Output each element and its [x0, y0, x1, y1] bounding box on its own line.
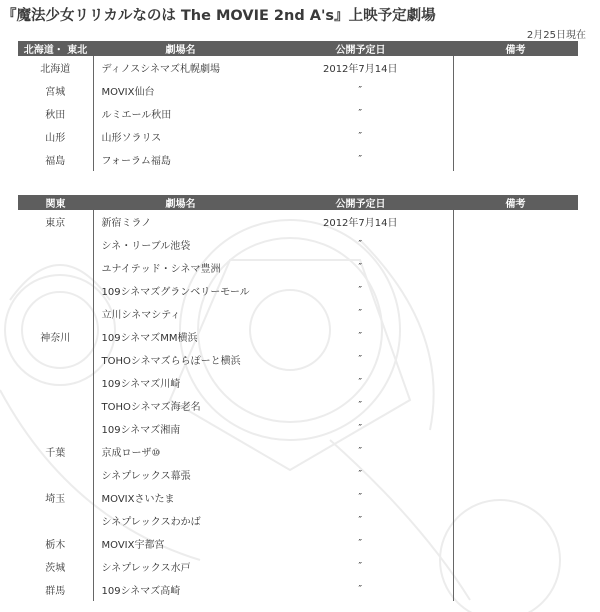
- release-date-cell: ″: [358, 561, 363, 572]
- table-row: [18, 233, 578, 256]
- release-date-cell: ″: [358, 239, 363, 250]
- region-cell: [18, 394, 93, 417]
- release-date-cell: ″: [358, 515, 363, 526]
- as-of-date: 2月25日現在: [526, 30, 586, 41]
- release-date-cell: ″: [358, 108, 363, 119]
- region-cell: 茨城: [45, 563, 66, 574]
- region-cell: [18, 233, 93, 256]
- note-cell: [453, 233, 578, 256]
- theater-cell: MOVIXさいたま: [93, 486, 268, 509]
- theater-cell: ユナイテッド・シネマ豊洲: [93, 256, 268, 279]
- release-date-cell: ″: [358, 423, 363, 434]
- note-cell: [453, 417, 578, 440]
- table-row: [18, 279, 578, 302]
- table-header-row: [18, 41, 578, 56]
- release-date-cell: ″: [358, 538, 363, 549]
- region-cell: 埼玉: [45, 494, 66, 505]
- region-cell: 福島: [45, 156, 66, 167]
- note-cell: [453, 256, 578, 279]
- theater-cell: ルミエール秋田: [93, 102, 268, 125]
- theater-cell: 京成ローザ⑩: [93, 440, 268, 463]
- note-cell: [453, 532, 578, 555]
- theater-cell: 109シネマズ湘南: [93, 417, 268, 440]
- table-row: [18, 532, 578, 555]
- release-date-cell: ″: [358, 154, 363, 165]
- region-cell: 秋田: [45, 110, 66, 121]
- date-header: 公開予定日: [268, 41, 453, 56]
- note-cell: [453, 210, 578, 233]
- note-cell: [453, 125, 578, 148]
- release-date-cell: ″: [358, 354, 363, 365]
- note-cell: [453, 371, 578, 394]
- region-cell: [18, 256, 93, 279]
- release-date-cell: ″: [358, 331, 363, 342]
- theater-cell: MOVIX宇都宮: [93, 532, 268, 555]
- note-cell: [453, 394, 578, 417]
- table-row: [18, 578, 578, 601]
- theater-cell: 109シネマズ高崎: [93, 578, 268, 601]
- note-cell: [453, 302, 578, 325]
- theater-cell: TOHOシネマズららぽーと横浜: [93, 348, 268, 371]
- table-row: [18, 302, 578, 325]
- table-body: [18, 210, 578, 601]
- theater-table-kanto: [18, 195, 578, 601]
- note-cell: [453, 486, 578, 509]
- region-cell: [18, 509, 93, 532]
- table-row: [18, 148, 578, 171]
- table-row: [18, 440, 578, 463]
- table-row: [18, 325, 578, 348]
- region-cell: 栃木: [45, 540, 66, 551]
- table-body: [18, 56, 578, 171]
- note-cell: [453, 148, 578, 171]
- note-header: 備考: [453, 41, 578, 56]
- table-header-row: [18, 195, 578, 210]
- table-row: [18, 210, 578, 233]
- release-date-cell: ″: [358, 377, 363, 388]
- table-row: [18, 463, 578, 486]
- note-cell: [453, 325, 578, 348]
- table-row: [18, 394, 578, 417]
- table-row: [18, 79, 578, 102]
- theater-cell: 新宿ミラノ: [93, 210, 268, 233]
- region-cell: 千葉: [45, 448, 66, 459]
- theater-cell: 山形ソラリス: [93, 125, 268, 148]
- theater-header: 劇場名: [93, 41, 268, 56]
- table-row: [18, 256, 578, 279]
- theater-cell: ディノスシネマズ札幌劇場: [93, 56, 268, 79]
- note-cell: [453, 440, 578, 463]
- date-header: 公開予定日: [268, 195, 453, 210]
- table-row: [18, 102, 578, 125]
- release-date-cell: ″: [358, 85, 363, 96]
- table-row: [18, 348, 578, 371]
- note-cell: [453, 509, 578, 532]
- release-date-cell: ″: [358, 308, 363, 319]
- table-row: [18, 371, 578, 394]
- region-header: 北海道・ 東北: [18, 41, 93, 56]
- region-cell: [18, 417, 93, 440]
- table-row: [18, 555, 578, 578]
- note-cell: [453, 555, 578, 578]
- release-date-cell: ″: [358, 446, 363, 457]
- theater-cell: MOVIX仙台: [93, 79, 268, 102]
- theater-table-hokkaido-tohoku: [18, 41, 578, 171]
- note-cell: [453, 279, 578, 302]
- theater-cell: 109シネマズ川崎: [93, 371, 268, 394]
- page-title: 『魔法少女リリカルなのは The MOVIE 2nd A's』上映予定劇場: [2, 8, 436, 24]
- table-row: [18, 486, 578, 509]
- region-cell: 神奈川: [40, 333, 71, 344]
- region-cell: 北海道: [40, 64, 71, 75]
- theater-cell: シネプレックス水戸: [93, 555, 268, 578]
- theater-cell: フォーラム福島: [93, 148, 268, 171]
- region-cell: 宮城: [45, 87, 66, 98]
- table-row: [18, 509, 578, 532]
- release-date-cell: ″: [358, 262, 363, 273]
- theater-cell: TOHOシネマズ海老名: [93, 394, 268, 417]
- theater-header: 劇場名: [93, 195, 268, 210]
- note-cell: [453, 56, 578, 79]
- region-cell: 山形: [45, 133, 66, 144]
- region-cell: [18, 371, 93, 394]
- table-row: [18, 56, 578, 79]
- note-cell: [453, 79, 578, 102]
- release-date-cell: ″: [358, 584, 363, 595]
- note-cell: [453, 102, 578, 125]
- region-cell: [18, 302, 93, 325]
- release-date-cell: ″: [358, 285, 363, 296]
- note-cell: [453, 578, 578, 601]
- release-date-cell: ″: [358, 469, 363, 480]
- theater-cell: シネプレックス幕張: [93, 463, 268, 486]
- note-cell: [453, 463, 578, 486]
- release-date-cell: ″: [358, 492, 363, 503]
- note-cell: [453, 348, 578, 371]
- region-cell: [18, 348, 93, 371]
- note-header: 備考: [453, 195, 578, 210]
- region-header: 関東: [18, 195, 93, 210]
- release-date-cell: ″: [358, 400, 363, 411]
- theater-cell: 109シネマズグランベリーモール: [93, 279, 268, 302]
- region-cell: [18, 463, 93, 486]
- table-row: [18, 125, 578, 148]
- table-row: [18, 417, 578, 440]
- theater-cell: シネプレックスわかば: [93, 509, 268, 532]
- theater-cell: 109シネマズMM横浜: [93, 325, 268, 348]
- region-cell: 東京: [45, 218, 66, 229]
- release-date-cell: 2012年7月14日: [322, 218, 398, 229]
- release-date-cell: ″: [358, 131, 363, 142]
- region-cell: 群馬: [45, 586, 66, 597]
- theater-cell: 立川シネマシティ: [93, 302, 268, 325]
- region-cell: [18, 279, 93, 302]
- theater-cell: シネ・リーブル池袋: [93, 233, 268, 256]
- release-date-cell: 2012年7月14日: [322, 64, 398, 75]
